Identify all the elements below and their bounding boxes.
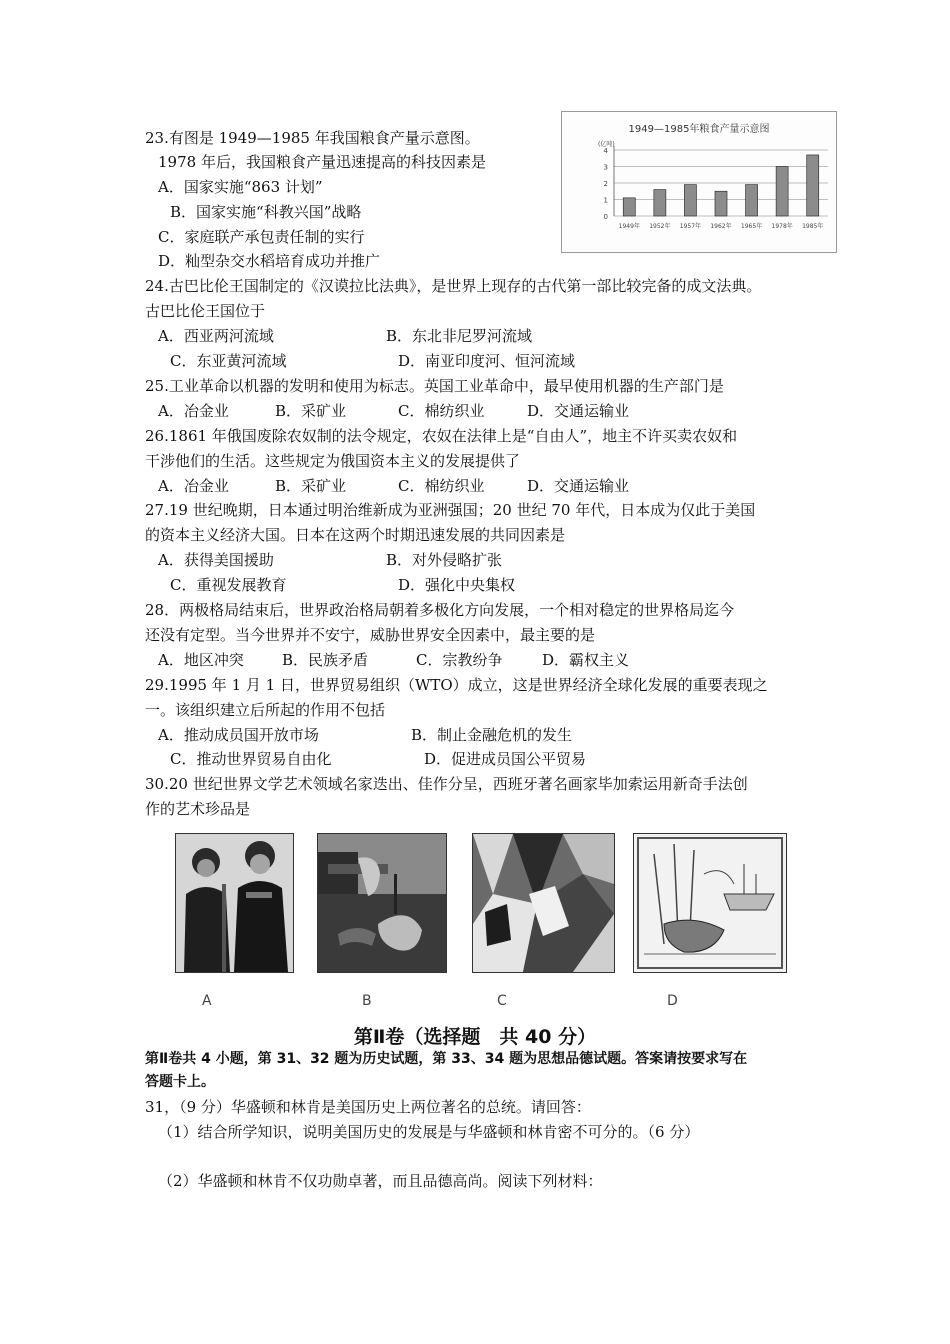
q30-stem: 30.20 世纪世界文学艺术领域名家迭出、佳作分呈，西班牙著名画家毕加索运用新奇手法创 (145, 775, 748, 793)
chart-xtick-label: 1952年 (649, 223, 671, 230)
section2-intro: 第Ⅱ卷共 4 小题，第 31、32 题为历史试题，第 33、34 题为思想品德试题。答案请按要求写在 (145, 1051, 748, 1067)
chart-ytick-label: 1 (603, 196, 608, 205)
q24-option-a: A．西亚两河流域 (158, 327, 274, 345)
q25-option-d: D．交通运输业 (527, 402, 630, 420)
section2-intro2: 答题卡上。 (145, 1074, 215, 1090)
chart-xtick-label: 1965年 (740, 223, 763, 230)
chart-bar (807, 155, 819, 216)
q25-option-b: B．采矿业 (275, 402, 347, 420)
painting-c-image (472, 833, 615, 973)
q26-option-a: A．冶金业 (158, 477, 229, 495)
chart-title: 1949—1985年粮食产量示意图 (628, 124, 770, 135)
q24-option-c: C．东亚黄河流域 (170, 352, 287, 370)
painting-b-label: B (362, 993, 372, 1009)
q29-option-b: B．制止金融危机的发生 (411, 726, 573, 744)
q31-stem: 华盛顿和林肯是美国历史上两位著名的总统。 (230, 1098, 531, 1116)
chart-bar (746, 185, 758, 216)
grain-chart-svg (562, 112, 836, 252)
q23-option-a: A．国家实施“863 计划” (158, 178, 323, 196)
q27-option-c: C．重视发展教育 (170, 576, 287, 594)
chart-bar (654, 190, 666, 216)
chart-bar (715, 191, 727, 216)
painting-d-image (633, 833, 787, 973)
q29-option-d: D．促进成员国公平贸易 (424, 750, 587, 768)
chart-xtick-label: 1957年 (679, 223, 702, 230)
chart-ytick-label: 2 (603, 180, 608, 188)
q27-option-a: A．获得美国援助 (158, 551, 274, 569)
chart-ylabel: (亿吨) (598, 141, 615, 148)
q24-stem: 24.古巴比伦王国制定的《汉谟拉比法典》，是世界上现存的古代第一部比较完备的成文法典。 (145, 277, 762, 295)
q26-stem2: 干涉他们的生活。这些规定为俄国资本主义的发展提供了 (145, 452, 521, 470)
q31-part1: （1）结合所学知识，说明美国历史的发展是与华盛顿和林肯密不可分的。（6 分） (158, 1123, 700, 1141)
q28-option-b: B．民族矛盾 (282, 651, 369, 669)
q31-stem-tail: 请回答： (530, 1098, 591, 1116)
q26-option-c: C．棉纺织业 (398, 477, 485, 495)
q26-option-b: B．采矿业 (275, 477, 347, 495)
q23-stem: 23.有图是 1949—1985 年我国粮食产量示意图。 (145, 129, 480, 147)
chart-bar (684, 185, 696, 216)
q25-option-a: A．冶金业 (158, 402, 229, 420)
q28-option-d: D．霸权主义 (542, 651, 630, 669)
q24-option-b: B．东北非尼罗河流域 (386, 327, 533, 345)
chart-xtick-label: 1978年 (771, 223, 793, 230)
painting-a-label: A (202, 993, 212, 1009)
q26-option-d: D．交通运输业 (527, 477, 630, 495)
q28-stem2: 还没有定型。当今世界并不安宁，威胁世界安全因素中，最主要的是 (145, 626, 596, 644)
q27-option-d: D．强化中央集权 (398, 576, 516, 594)
q24-stem2: 古巴比伦王国位于 (145, 302, 266, 320)
chart-ytick-label: 0 (603, 213, 608, 221)
q23-option-d: D．籼型杂交水稻培育成功并推广 (158, 252, 381, 270)
chart-xtick-label: 1949年 (618, 223, 640, 230)
q25-option-c: C．棉纺织业 (398, 402, 485, 420)
q23-option-c: C．家庭联产承包责任制的实行 (158, 228, 365, 246)
q28-stem: 28．两极格局结束后，世界政治格局朝着多极化方向发展，一个相对稳定的世界格局迄今 (145, 601, 735, 619)
q29-stem2: 一。该组织建立后所起的作用不包括 (145, 701, 386, 719)
q29-option-c: C．推动世界贸易自由化 (170, 750, 332, 768)
q26-stem: 26.1861 年俄国废除农奴制的法令规定，农奴在法律上是“自由人”，地主不许买卖农奴和 (145, 427, 738, 445)
chart-bar (776, 167, 788, 217)
q25-stem: 25.工业革命以机器的发明和使用为标志。英国工业革命中，最早使用机器的生产部门是 (145, 377, 724, 395)
q27-stem2: 的资本主义经济大国。日本在这两个时期迅速发展的共同因素是 (145, 526, 566, 544)
painting-c-label: C (497, 993, 507, 1009)
q31-number: 31，（9 分） (145, 1098, 231, 1116)
chart-ytick-label: 4 (603, 147, 608, 155)
chart-xtick-label: 1985年 (802, 223, 824, 230)
q23-option-b: B．国家实施“科教兴国”战略 (170, 203, 362, 221)
q29-option-a: A．推动成员国开放市场 (158, 726, 319, 744)
q23-stem2: 1978 年后，我国粮食产量迅速提高的科技因素是 (158, 153, 486, 171)
chart-ytick-label: 3 (603, 163, 608, 172)
painting-a-image (175, 833, 294, 973)
q28-option-a: A．地区冲突 (158, 651, 244, 669)
q29-stem: 29.1995 年 1 月 1 日，世界贸易组织（WTO）成立，这是世界经济全球化发展的重要表现之 (145, 676, 768, 694)
painting-b-image (317, 833, 447, 973)
q31-part2: （2）华盛顿和林肯不仅功勋卓著，而且品德高尚。阅读下列材料： (158, 1172, 603, 1190)
painting-d-label: D (667, 993, 678, 1009)
q31-line (145, 1097, 591, 1117)
chart-xtick-label: 1962年 (710, 223, 732, 230)
q28-option-c: C．宗教纷争 (416, 651, 503, 669)
chart-bar (623, 198, 635, 216)
grain-chart (561, 111, 837, 253)
section2-title: 第Ⅱ卷（选择题 共 40 分） (353, 1026, 597, 1048)
q27-stem: 27.19 世纪晚期，日本通过明治维新成为亚洲强国；20 世纪 70 年代，日本成为仅此于美国 (145, 501, 756, 519)
q24-option-d: D．南亚印度河、恒河流域 (398, 352, 576, 370)
q30-stem2: 作的艺术珍品是 (145, 800, 251, 818)
q27-option-b: B．对外侵略扩张 (386, 551, 503, 569)
